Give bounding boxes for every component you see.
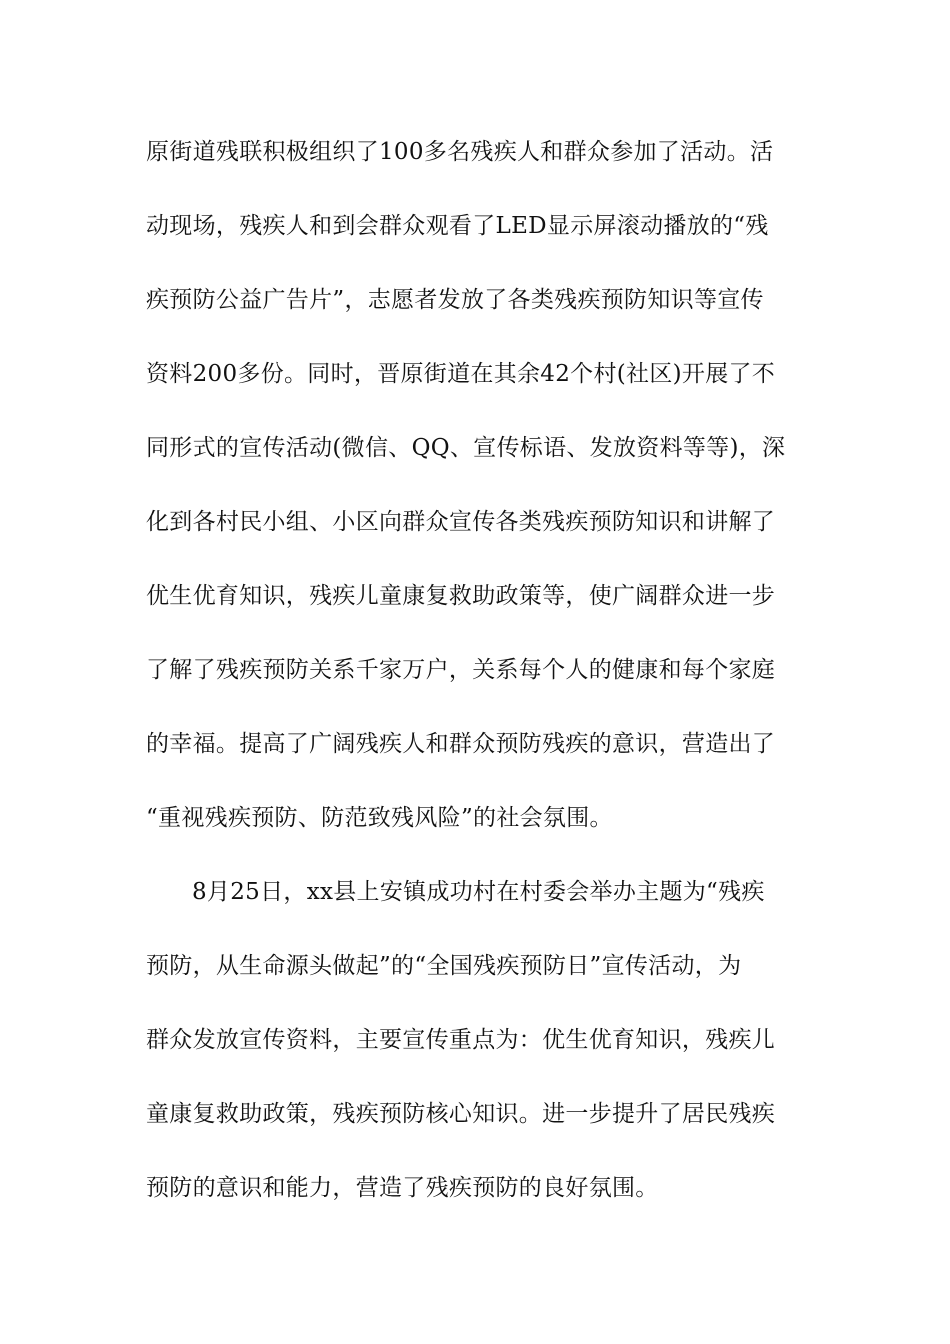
paragraph-1-line-10: “重视残疾预防、防范致残风险”的社会氛围。 [146, 805, 613, 831]
paragraph-2-line-1: 8月25日，xx县上安镇成功村在村委会举办主题为“残疾 [192, 879, 765, 905]
paragraph-1-line-2: 动现场，残疾人和到会群众观看了LED显示屏滚动播放的“残 [146, 213, 769, 239]
paragraph-1-line-4: 资料200多份。同时，晋原街道在其余42个村(社区)开展了不 [146, 361, 776, 387]
paragraph-2-line-2: 预防，从生命源头做起”的“全国残疾预防日”宣传活动，为 [146, 953, 742, 979]
paragraph-1-line-8: 了解了残疾预防关系千家万户，关系每个人的健康和每个家庭 [146, 657, 776, 683]
paragraph-1-line-5: 同形式的宣传活动(微信、QQ、宣传标语、发放资料等等)，深 [146, 435, 786, 461]
paragraph-1-line-7: 优生优育知识，残疾儿童康复救助政策等，使广阔群众进一步 [146, 583, 776, 609]
paragraph-2-line-3: 群众发放宣传资料，主要宣传重点为：优生优育知识，残疾儿 [146, 1027, 776, 1053]
paragraph-1-line-6: 化到各村民小组、小区向群众宣传各类残疾预防知识和讲解了 [146, 509, 776, 535]
paragraph-2-line-5: 预防的意识和能力，营造了残疾预防的良好氛围。 [146, 1175, 659, 1201]
paragraph-1-line-9: 的幸福。提高了广阔残疾人和群众预防残疾的意识，营造出了 [146, 731, 776, 757]
paragraph-2-line-4: 童康复救助政策，残疾预防核心知识。进一步提升了居民残疾 [146, 1101, 776, 1127]
paragraph-1-line-3: 疾预防公益广告片”，志愿者发放了各类残疾预防知识等宣传 [146, 287, 764, 313]
paragraph-1-line-1: 原街道残联积极组织了100多名残疾人和群众参加了活动。活 [146, 139, 774, 165]
